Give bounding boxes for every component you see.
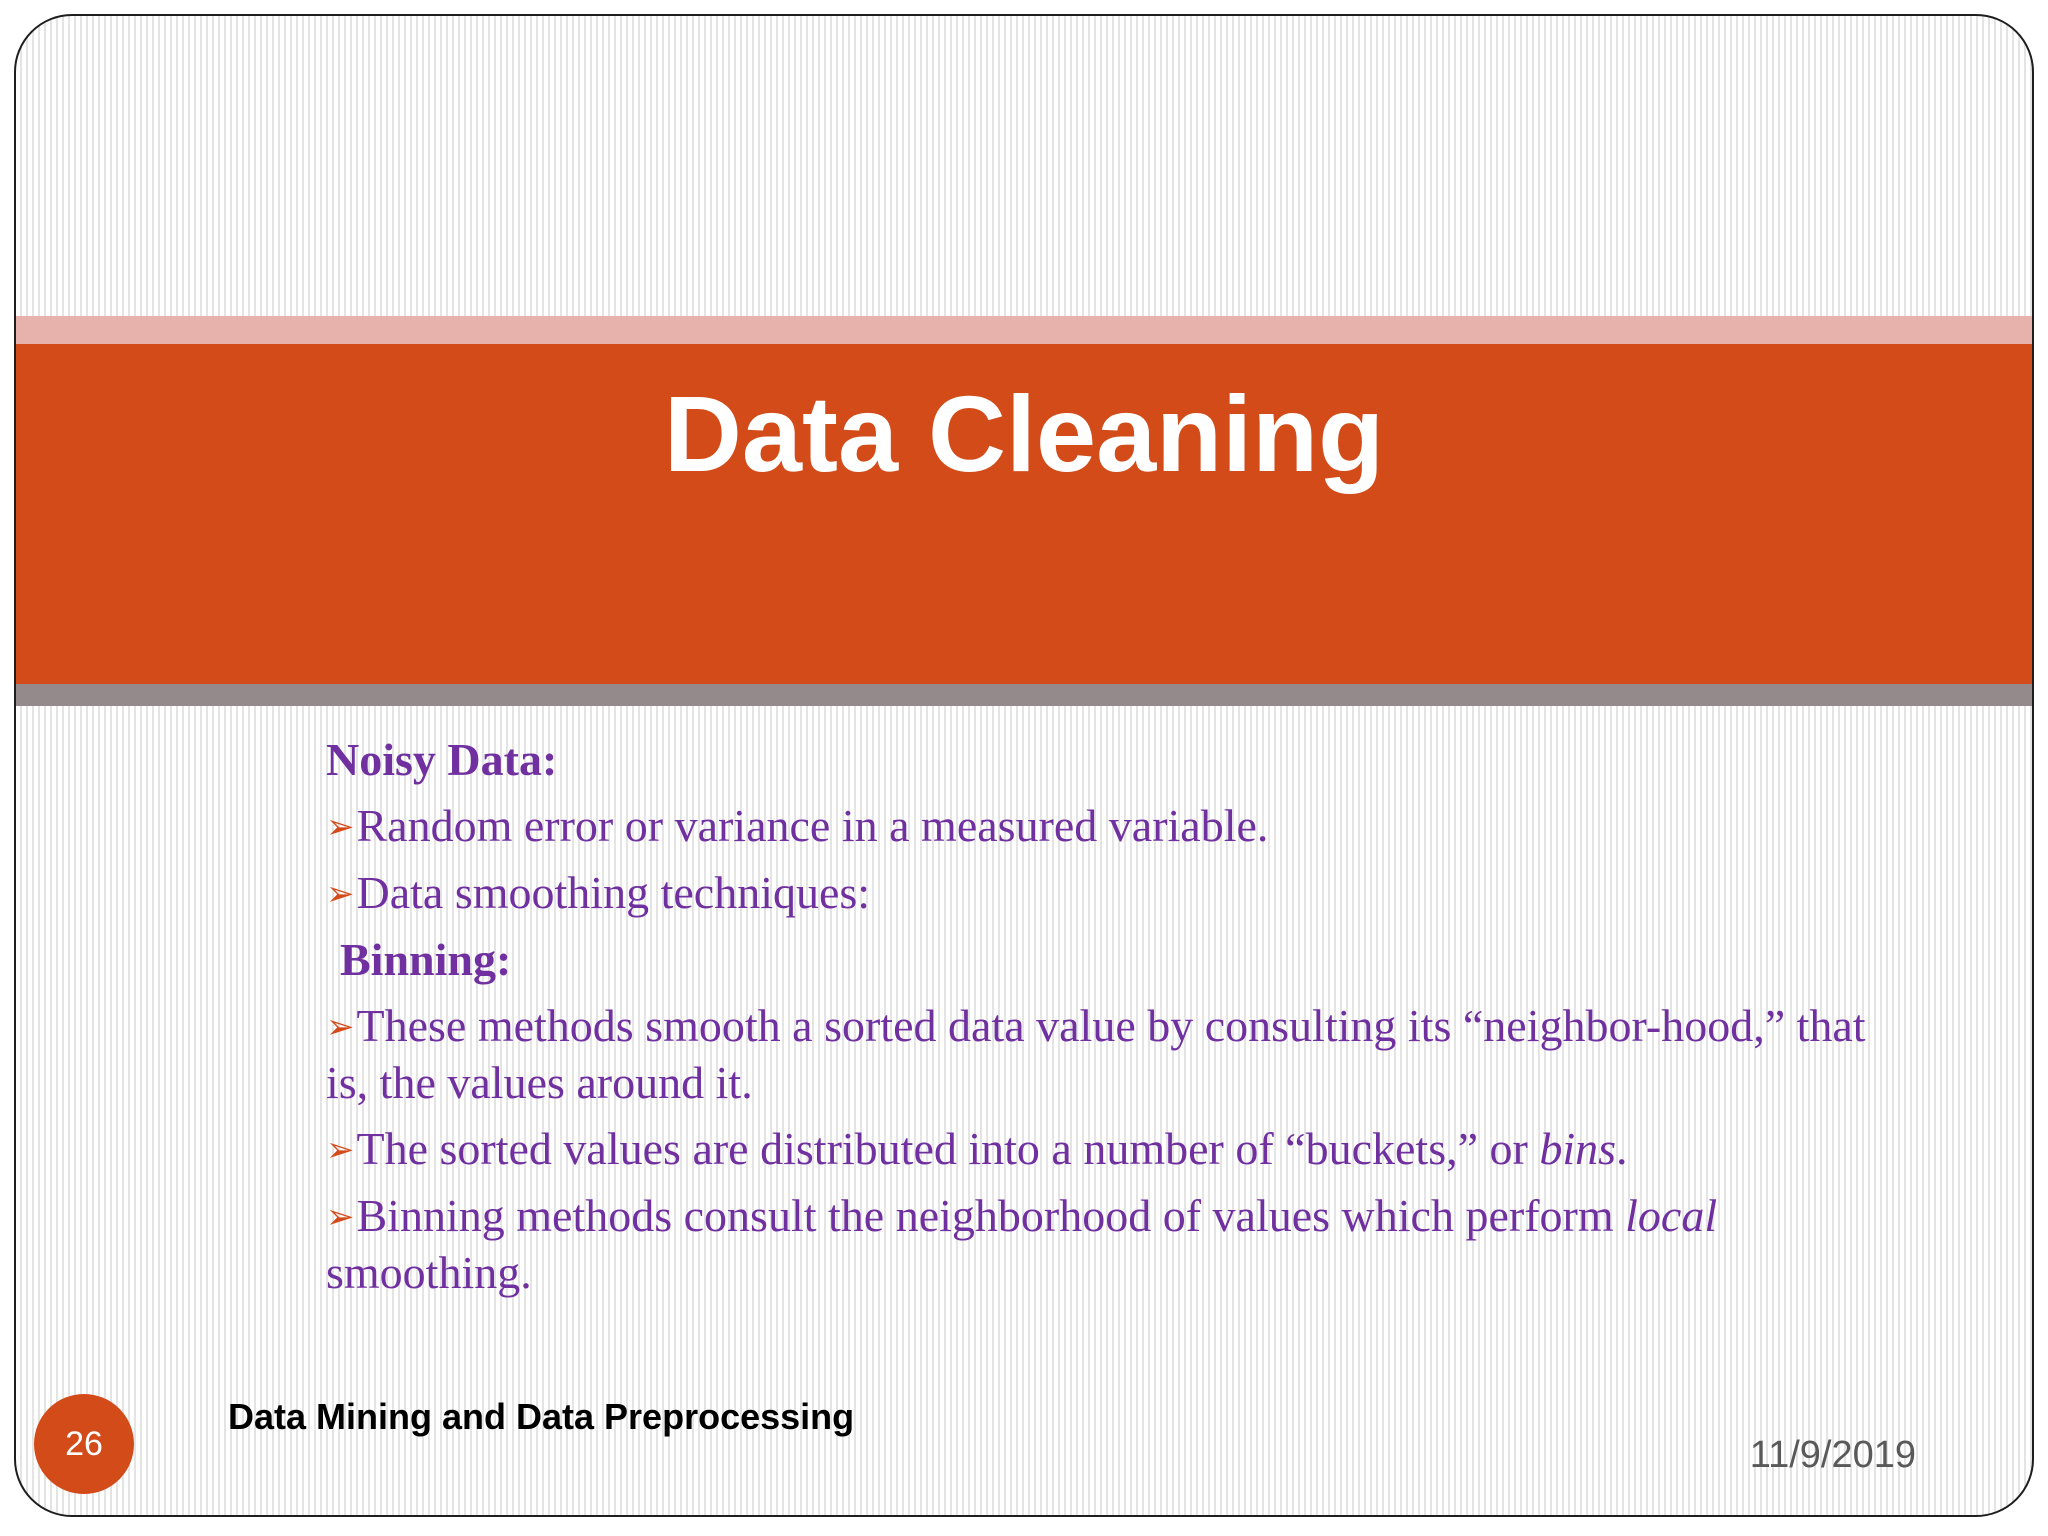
binning-heading: Binning: xyxy=(340,934,512,985)
bullet-text-italic: local xyxy=(1625,1190,1718,1241)
bullet-text: Data smoothing techniques: xyxy=(356,867,871,918)
slide xyxy=(14,14,2034,1517)
footer-date: 11/9/2019 xyxy=(1749,1434,1916,1476)
bullet-text: . xyxy=(1616,1123,1628,1174)
bullet-text: These methods smooth a sorted data value by consulting its “neighbor-hood,” that is, the values around it. xyxy=(326,1000,1866,1108)
slide-title: Data Cleaning xyxy=(663,373,1385,494)
bullet-item xyxy=(326,865,1886,922)
arrow-right-icon: ➢ xyxy=(326,1197,355,1237)
bullet-item xyxy=(326,1121,1886,1178)
page-number: 26 xyxy=(65,1424,103,1463)
bullet-item xyxy=(326,798,1886,855)
bullet-text: smoothing. xyxy=(326,1247,532,1298)
bullet-text-italic: bins xyxy=(1539,1123,1617,1174)
page-number-badge xyxy=(34,1394,134,1494)
noisy-data-heading: Noisy Data: xyxy=(326,734,558,785)
arrow-right-icon: ➢ xyxy=(326,1130,355,1170)
bullet-text: The sorted values are distributed into a number of “buckets,” or xyxy=(356,1123,1540,1174)
footer-title: Data Mining and Data Preprocessing xyxy=(228,1396,855,1437)
bullet-text: Random error or variance in a measured variable. xyxy=(356,800,1269,851)
bullet-item xyxy=(326,998,1886,1111)
arrow-right-icon: ➢ xyxy=(326,874,355,914)
slide-content xyxy=(326,732,1886,1311)
title-band-bottom-stripe xyxy=(16,684,2032,706)
bullet-item xyxy=(326,1188,1886,1301)
arrow-right-icon: ➢ xyxy=(326,1007,355,1047)
bullet-text: Binning methods consult the neighborhood of values which perform xyxy=(356,1190,1626,1241)
title-band-top-stripe xyxy=(16,316,2032,344)
arrow-right-icon: ➢ xyxy=(326,807,355,847)
